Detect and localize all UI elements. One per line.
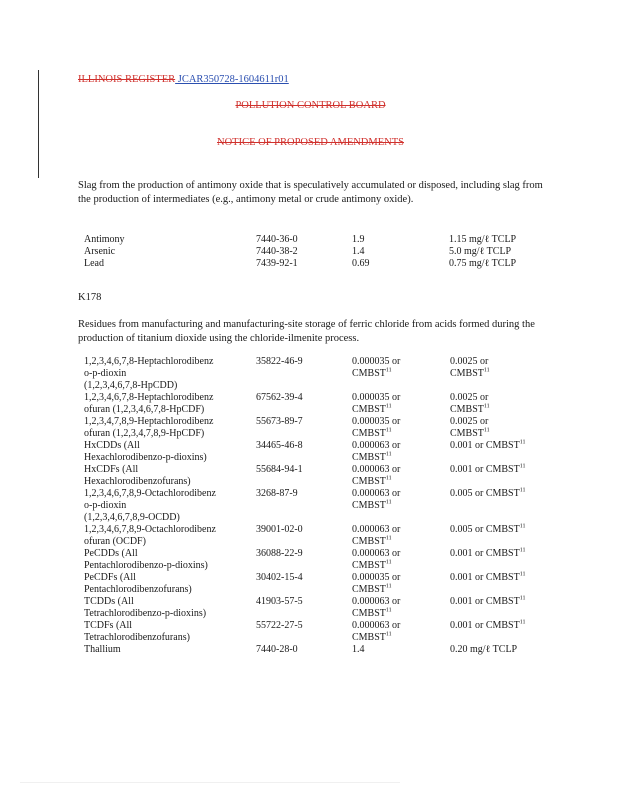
table-row (84, 596, 560, 620)
waste-code: K178 (78, 292, 102, 303)
slag-description: Slag from the production of antimony oxide that is speculatively accumulated or disposed, including slag from the production of intermediates (e.g., antimony metal or crude antimony oxide). (78, 180, 543, 205)
footnote-mark: 11 (385, 631, 392, 638)
constituent-name (84, 596, 256, 620)
concentration-line: 0.000063 or (352, 488, 401, 499)
constituent-name-line: Thallium (84, 644, 121, 655)
constituent-name: Arsenic (84, 246, 116, 257)
cas-number: 67562-39-4 (256, 392, 303, 403)
constituent-name-line: ofuran (1,2,3,4,6,7,8-HpCDF) (84, 404, 205, 415)
cas-number: 34465-46-8 (256, 440, 303, 451)
footnote-mark: 11 (519, 547, 526, 554)
concentration-line: 0.000063 or (352, 548, 401, 559)
treatment-standard-line: 0.001 or CMBST (450, 620, 520, 631)
constituent-name: Lead (84, 258, 104, 269)
constituent-name-line: Tetrachlorodibenzofurans) (84, 632, 190, 643)
register-header (78, 74, 621, 85)
footnote-mark: 11 (385, 403, 392, 410)
constituent-name-line: PeCDFs (All (84, 572, 136, 583)
concentration (352, 620, 450, 644)
constituent-name-line: 1,2,3,4,7,8,9-Heptachlorodibenz (84, 416, 214, 427)
constituent-name-line: 1,2,3,4,6,7,8-Heptachlorodibenz (84, 356, 214, 367)
footnote-mark: 11 (385, 427, 392, 434)
footnote-mark: 11 (483, 367, 490, 374)
concentration (352, 572, 450, 596)
footnote-mark: 11 (519, 571, 526, 578)
concentration-line: 0.000035 or (352, 416, 401, 427)
cas-number: 7440-38-2 (256, 246, 298, 257)
treatment-standard (450, 620, 560, 644)
concentration: 1.9 (352, 234, 365, 245)
treatment-standard-line: 0.001 or CMBST (450, 596, 520, 607)
treatment-standard (450, 440, 560, 464)
treatment-standard-line: 0.001 or CMBST (450, 548, 520, 559)
footnote-mark: 11 (385, 535, 392, 542)
concentration (352, 488, 450, 524)
constituent-name-line: Hexachlorodibenzofurans) (84, 476, 191, 487)
treatment-standard-line: 0.20 mg/ℓ TCLP (450, 644, 518, 655)
footnote-mark: 11 (385, 583, 392, 590)
constituent-name-line: 1,2,3,4,6,7,8,9-Octachlorodibenz (84, 488, 216, 499)
treatment-standard-line: 0.0025 or (450, 392, 489, 403)
board-header: POLLUTION CONTROL BOARD (235, 100, 386, 111)
concentration-line: CMBST (352, 500, 386, 511)
concentration-line: CMBST (352, 608, 386, 619)
concentration-line: CMBST (352, 404, 386, 415)
table-row (84, 258, 516, 270)
concentration (352, 524, 450, 548)
register-deleted-text: ILLINOIS REGISTER (78, 74, 176, 85)
concentration-line: CMBST (352, 632, 386, 643)
concentration-line: 0.000035 or (352, 572, 401, 583)
treatment-standard-line: 0.005 or CMBST (450, 524, 520, 535)
concentration (352, 644, 450, 656)
table-row (84, 620, 560, 644)
footnote-mark: 11 (519, 595, 526, 602)
constituent-name-line: TCDDs (All (84, 596, 134, 607)
table-row (84, 644, 560, 656)
concentration-line: 1.4 (352, 644, 365, 655)
table-row (84, 356, 560, 392)
concentration (352, 596, 450, 620)
constituent-name (84, 356, 256, 392)
concentration (352, 416, 450, 440)
cas-number: 35822-46-9 (256, 356, 303, 367)
cas-number: 30402-15-4 (256, 572, 303, 583)
treatment-standard (450, 524, 560, 548)
footnote-mark: 11 (385, 499, 392, 506)
residues-description: Residues from manufacturing and manufacturing-site storage of ferric chloride from acids formed during the production of titanium dioxide using the chloride-ilmenite process. (78, 319, 535, 344)
table-row (84, 548, 560, 572)
concentration (352, 440, 450, 464)
constituent-name-line: Pentachlorodibenzo-p-dioxins) (84, 560, 208, 571)
constituent-name-line: 1,2,3,4,6,7,8-Heptachlorodibenz (84, 392, 214, 403)
constituent-name-line: HxCDFs (All (84, 464, 139, 475)
treatment-standard-line: 0.001 or CMBST (450, 572, 520, 583)
treatment-standard (450, 356, 560, 392)
constituent-name-line: TCDFs (All (84, 620, 133, 631)
concentration-line: 0.000035 or (352, 356, 401, 367)
constituent-name-line: Pentachlorodibenzofurans) (84, 584, 192, 595)
constituent-name (84, 416, 256, 440)
constituent-name (84, 524, 256, 548)
footnote-mark: 11 (483, 403, 490, 410)
concentration (352, 356, 450, 392)
concentration (352, 464, 450, 488)
treatment-standard (450, 596, 560, 620)
constituent-name-line: ofuran (OCDF) (84, 536, 146, 547)
constituent-name: Antimony (84, 234, 125, 245)
cas-number: 3268-87-9 (256, 488, 298, 499)
treatment-standard (450, 644, 560, 656)
constituent-name (84, 620, 256, 644)
treatment-standard-line: CMBST (450, 368, 484, 379)
notice-header: NOTICE OF PROPOSED AMENDMENTS (217, 137, 404, 148)
cas-number: 7440-36-0 (256, 234, 298, 245)
footnote-mark: 11 (385, 367, 392, 374)
concentration-line: 0.000063 or (352, 524, 401, 535)
concentration-line: CMBST (352, 536, 386, 547)
register-inserted-text: JCAR350728-1604611r01 (175, 74, 289, 85)
concentration-line: CMBST (352, 560, 386, 571)
constituent-name (84, 548, 256, 572)
table-row (84, 246, 516, 258)
table-row (84, 464, 560, 488)
constituent-name (84, 440, 256, 464)
treatment-standard-line: 0.001 or CMBST (450, 464, 520, 475)
cas-number: 7440-28-0 (256, 644, 298, 655)
concentration-line: CMBST (352, 368, 386, 379)
concentration (352, 548, 450, 572)
constituent-name (84, 644, 256, 656)
concentration: 1.4 (352, 246, 365, 257)
concentration-line: 0.000063 or (352, 596, 401, 607)
table-row (84, 524, 560, 548)
table-row (84, 440, 560, 464)
page-divider (20, 782, 400, 783)
treatment-standard-line: CMBST (450, 404, 484, 415)
footnote-mark: 11 (519, 619, 526, 626)
constituent-name-line: Tetrachlorodibenzo-p-dioxins) (84, 608, 207, 619)
constituent-name (84, 572, 256, 596)
table-row (84, 416, 560, 440)
constituent-name-line: o-p-dioxin (84, 368, 127, 379)
treatment-standard (450, 392, 560, 416)
cas-number: 55684-94-1 (256, 464, 303, 475)
constituent-name-line: o-p-dioxin (84, 500, 127, 511)
constituent-name (84, 464, 256, 488)
footnote-mark: 11 (519, 439, 526, 446)
footnote-mark: 11 (385, 475, 392, 482)
cas-number: 7439-92-1 (256, 258, 298, 269)
footnote-mark: 11 (385, 451, 392, 458)
revision-margin-bar (38, 70, 39, 178)
constituent-name-line: HxCDDs (All (84, 440, 140, 451)
concentration: 0.69 (352, 258, 370, 269)
treatment-standard-line: CMBST (450, 428, 484, 439)
residues-constituents-table (84, 356, 560, 656)
treatment-standard (450, 464, 560, 488)
concentration-line: CMBST (352, 476, 386, 487)
treatment-standard: 0.75 mg/ℓ TCLP (449, 258, 517, 269)
treatment-standard-line: 0.005 or CMBST (450, 488, 520, 499)
cas-number: 55722-27-5 (256, 620, 303, 631)
cas-number: 41903-57-5 (256, 596, 303, 607)
concentration-line: CMBST (352, 452, 386, 463)
constituent-name (84, 392, 256, 416)
treatment-standard-line: 0.0025 or (450, 416, 489, 427)
concentration-line: 0.000063 or (352, 620, 401, 631)
constituent-name (84, 488, 256, 524)
footnote-mark: 11 (519, 487, 526, 494)
constituent-name-line: ofuran (1,2,3,4,7,8,9-HpCDF) (84, 428, 205, 439)
constituent-name-line: Hexachlorodibenzo-p-dioxins) (84, 452, 207, 463)
cas-number: 39001-02-0 (256, 524, 303, 535)
constituent-name-line: PeCDDs (All (84, 548, 138, 559)
slag-constituents-table (84, 234, 516, 270)
footnote-mark: 11 (385, 607, 392, 614)
footnote-mark: 11 (519, 523, 526, 530)
footnote-mark: 11 (385, 559, 392, 566)
constituent-name-line: 1,2,3,4,6,7,8,9-Octachlorodibenz (84, 524, 216, 535)
table-row (84, 234, 516, 246)
concentration-line: 0.000035 or (352, 392, 401, 403)
concentration (352, 392, 450, 416)
table-row (84, 488, 560, 524)
cas-number: 36088-22-9 (256, 548, 303, 559)
treatment-standard (450, 488, 560, 524)
table-row (84, 572, 560, 596)
constituent-name-line: (1,2,3,4,6,7,8-HpCDD) (84, 380, 178, 391)
concentration-line: CMBST (352, 428, 386, 439)
cas-number: 55673-89-7 (256, 416, 303, 427)
concentration-line: CMBST (352, 584, 386, 595)
concentration-line: 0.000063 or (352, 464, 401, 475)
treatment-standard-line: 0.0025 or (450, 356, 489, 367)
treatment-standard: 5.0 mg/ℓ TCLP (449, 246, 512, 257)
table-row (84, 392, 560, 416)
treatment-standard (450, 548, 560, 572)
treatment-standard (450, 572, 560, 596)
footnote-mark: 11 (483, 427, 490, 434)
treatment-standard: 1.15 mg/ℓ TCLP (449, 234, 517, 245)
footnote-mark: 11 (519, 463, 526, 470)
concentration-line: 0.000063 or (352, 440, 401, 451)
constituent-name-line: (1,2,3,4,6,7,8,9-OCDD) (84, 512, 180, 523)
treatment-standard-line: 0.001 or CMBST (450, 440, 520, 451)
treatment-standard (450, 416, 560, 440)
